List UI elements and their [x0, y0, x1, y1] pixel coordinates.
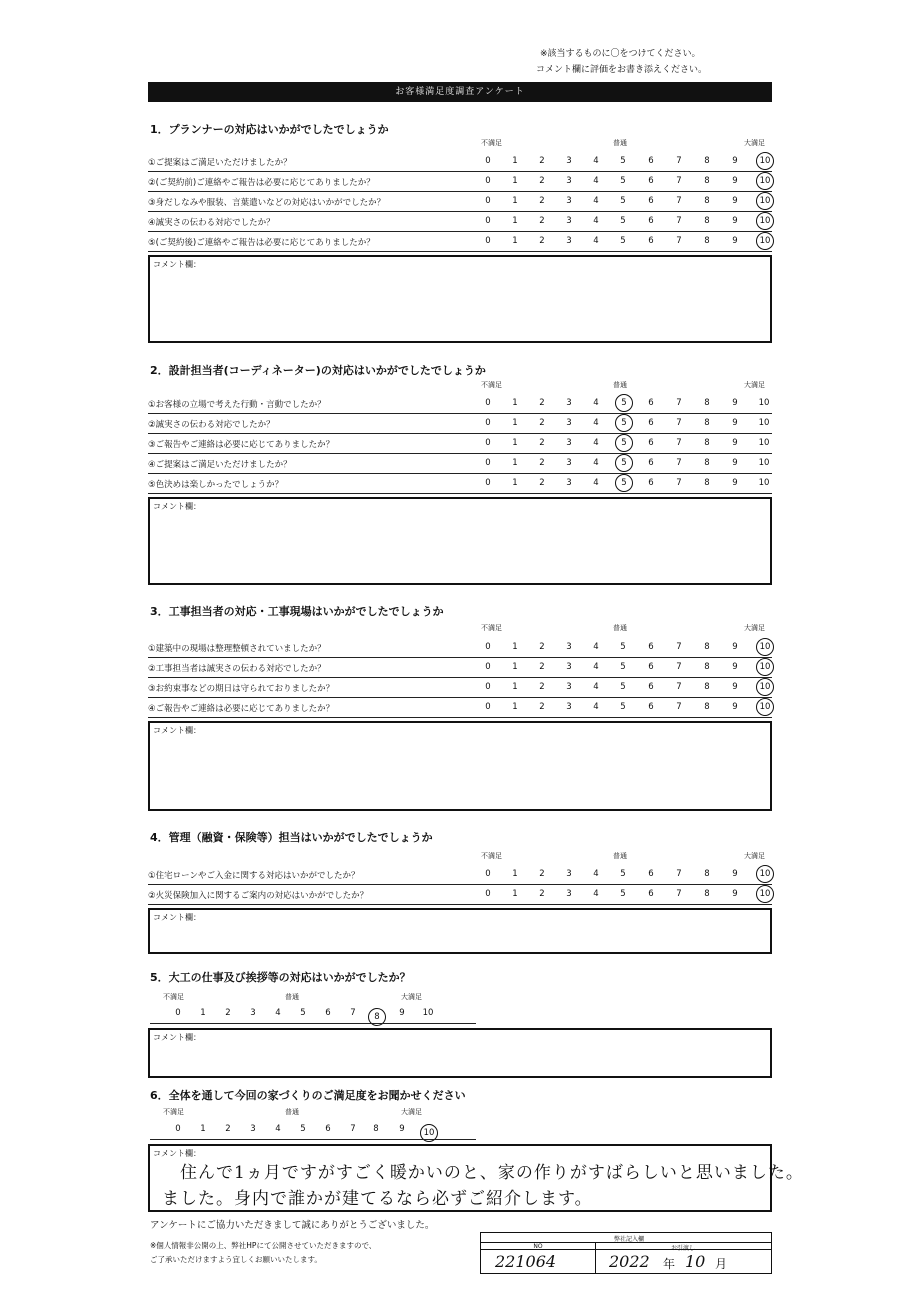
- rating-option[interactable]: 7: [676, 478, 682, 488]
- rating-option[interactable]: 7: [676, 236, 682, 246]
- rating-option[interactable]: 6: [648, 216, 654, 226]
- rating-option[interactable]: 5: [620, 156, 626, 166]
- scale-low-label: 不満足: [481, 624, 502, 632]
- question-row: [148, 433, 772, 454]
- section-6-title: 6．全体を通して今回の家づくりのご満足度をお聞かせください: [150, 1089, 466, 1102]
- rating-option[interactable]: 2: [539, 196, 545, 206]
- rating-option[interactable]: 1: [512, 236, 518, 246]
- question-row: [148, 211, 772, 232]
- rating-option[interactable]: 8: [704, 478, 710, 488]
- rating-option[interactable]: 6: [325, 1124, 331, 1134]
- rating-option-selected[interactable]: 10: [756, 658, 774, 676]
- rating-option[interactable]: 6: [648, 398, 654, 408]
- question-row: [148, 171, 772, 192]
- rating-option[interactable]: 4: [593, 236, 599, 246]
- rating-option[interactable]: 3: [566, 196, 572, 206]
- rating-option[interactable]: 1: [512, 869, 518, 879]
- rating-option[interactable]: 3: [566, 869, 572, 879]
- rating-option[interactable]: 6: [648, 418, 654, 428]
- rating-option[interactable]: 4: [593, 458, 599, 468]
- rating-option[interactable]: 4: [593, 216, 599, 226]
- rating-option[interactable]: 6: [648, 458, 654, 468]
- scale-high-label: 大満足: [744, 852, 765, 860]
- rating-option[interactable]: 4: [593, 889, 599, 899]
- rating-option[interactable]: 3: [250, 1124, 256, 1134]
- rating-option[interactable]: 2: [225, 1008, 231, 1018]
- rating-option[interactable]: 1: [512, 478, 518, 488]
- rating-option[interactable]: 6: [648, 869, 654, 879]
- rating-option[interactable]: 5: [620, 662, 626, 672]
- section-2-title: 2．設計担当者(コーディネーター)の対応はいかがでしたでしょうか: [150, 364, 486, 377]
- rating-option[interactable]: 9: [732, 236, 738, 246]
- question-text: ⑤色決めは楽しかったでしょうか？: [148, 480, 284, 490]
- rating-option[interactable]: 1: [512, 702, 518, 712]
- rating-option[interactable]: 6: [648, 642, 654, 652]
- rating-option[interactable]: 3: [566, 478, 572, 488]
- rating-option[interactable]: 10: [758, 398, 770, 408]
- rating-option[interactable]: 7: [676, 642, 682, 652]
- scale-high-label: 大満足: [744, 139, 765, 147]
- question-text: ②工事担当者は誠実さの伝わる対応でしたか？: [148, 664, 326, 674]
- rating-option[interactable]: 3: [566, 458, 572, 468]
- rating-option[interactable]: 7: [676, 458, 682, 468]
- rating-option[interactable]: 0: [175, 1124, 181, 1134]
- rating-option[interactable]: 8: [704, 398, 710, 408]
- rating-option[interactable]: 8: [704, 438, 710, 448]
- question-text: ②(ご契約前)ご連絡やご報告は必要に応じてありましたか？: [148, 178, 375, 188]
- rating-option[interactable]: 1: [512, 438, 518, 448]
- question-row: [148, 657, 772, 678]
- rating-option[interactable]: 6: [648, 438, 654, 448]
- scale-low-label: 不満足: [481, 852, 502, 860]
- question-text: ①建築中の現場は整理整頓されていましたか？: [148, 644, 326, 654]
- rating-option[interactable]: 7: [350, 1008, 356, 1018]
- rating-option[interactable]: 6: [648, 196, 654, 206]
- rating-option[interactable]: 2: [539, 869, 545, 879]
- rating-option-selected[interactable]: 10: [756, 172, 774, 190]
- rating-option[interactable]: 0: [485, 662, 491, 672]
- section-4-comment-box[interactable]: [148, 908, 772, 954]
- rating-option[interactable]: 2: [539, 418, 545, 428]
- rating-option[interactable]: 7: [676, 869, 682, 879]
- rating-option[interactable]: 2: [539, 889, 545, 899]
- office-use-box: [480, 1232, 772, 1274]
- rating-option[interactable]: 7: [676, 662, 682, 672]
- question-row: [148, 453, 772, 474]
- question-text: ③ご報告やご連絡は必要に応じてありましたか？: [148, 440, 335, 450]
- rating-option[interactable]: 9: [732, 398, 738, 408]
- question-row: [148, 637, 772, 658]
- rating-option-selected[interactable]: 10: [756, 152, 774, 170]
- rating-option[interactable]: 0: [485, 156, 491, 166]
- rating-option[interactable]: 3: [566, 682, 572, 692]
- rating-option[interactable]: 0: [485, 418, 491, 428]
- rating-option[interactable]: 0: [485, 458, 491, 468]
- rating-option[interactable]: 3: [566, 438, 572, 448]
- rating-option[interactable]: 6: [648, 236, 654, 246]
- section-5-comment-box[interactable]: [148, 1028, 772, 1078]
- rating-option[interactable]: 7: [676, 418, 682, 428]
- rating-option[interactable]: 2: [539, 236, 545, 246]
- question-row: [148, 191, 772, 212]
- rating-option[interactable]: 4: [593, 176, 599, 186]
- rating-option-selected[interactable]: 5: [615, 394, 633, 412]
- rating-option[interactable]: 4: [593, 642, 599, 652]
- rating-option[interactable]: 0: [485, 682, 491, 692]
- rating-option[interactable]: 10: [758, 458, 770, 468]
- rating-option[interactable]: 9: [399, 1124, 405, 1134]
- divider: [150, 1139, 476, 1140]
- rating-option[interactable]: 8: [704, 889, 710, 899]
- question-text: ⑤(ご契約後)ご連絡やご報告は必要に応じてありましたか？: [148, 238, 375, 248]
- comment-label: コメント欄：: [153, 1149, 201, 1158]
- section-4-title: 4．管理（融資・保険等）担当はいかがでしたでしょうか: [150, 831, 433, 844]
- rating-option[interactable]: 7: [676, 196, 682, 206]
- rating-option[interactable]: 4: [593, 662, 599, 672]
- handwritten-comment-line-1: 住んで1ヵ月ですがすごく暖かいのと、家の作りがすばらしいと思いました。: [180, 1163, 804, 1183]
- rating-option[interactable]: 3: [566, 418, 572, 428]
- rating-option[interactable]: 3: [566, 889, 572, 899]
- section-6-comment-box[interactable]: [148, 1144, 804, 1212]
- question-row: [148, 393, 772, 414]
- rating-option[interactable]: 3: [566, 156, 572, 166]
- rating-option[interactable]: 2: [225, 1124, 231, 1134]
- rating-option[interactable]: 2: [539, 176, 545, 186]
- rating-option[interactable]: 6: [325, 1008, 331, 1018]
- rating-option[interactable]: 10: [422, 1008, 434, 1018]
- rating-option[interactable]: 2: [539, 478, 545, 488]
- rating-option[interactable]: 0: [485, 869, 491, 879]
- rating-option[interactable]: 4: [593, 398, 599, 408]
- instruction-note-2: コメント欄に評価をお書き添えください。: [536, 65, 708, 75]
- rating-option[interactable]: 9: [732, 642, 738, 652]
- rating-option[interactable]: 0: [485, 216, 491, 226]
- question-row: [148, 231, 772, 252]
- question-text: ②火災保険加入に関するご案内の対応はいかがでしたか？: [148, 891, 369, 901]
- rating-option[interactable]: 4: [593, 682, 599, 692]
- rating-option[interactable]: 4: [593, 869, 599, 879]
- rating-option[interactable]: 9: [732, 889, 738, 899]
- rating-option[interactable]: 8: [704, 642, 710, 652]
- month-unit: 月: [715, 1257, 728, 1271]
- rating-option[interactable]: 9: [732, 702, 738, 712]
- rating-option[interactable]: 8: [373, 1124, 379, 1134]
- scale-low-label: 不満足: [481, 381, 502, 389]
- rating-option[interactable]: 7: [676, 156, 682, 166]
- scale-low-label: 不満足: [163, 993, 184, 1001]
- rating-option[interactable]: 0: [485, 478, 491, 488]
- rating-option[interactable]: 5: [620, 176, 626, 186]
- rating-option[interactable]: 3: [566, 176, 572, 186]
- rating-option[interactable]: 8: [704, 418, 710, 428]
- rating-option[interactable]: 4: [593, 702, 599, 712]
- rating-option-selected[interactable]: 5: [615, 414, 633, 432]
- rating-option[interactable]: 8: [704, 176, 710, 186]
- rating-option[interactable]: 4: [275, 1008, 281, 1018]
- question-text: ①ご提案はご満足いただけましたか？: [148, 158, 292, 168]
- question-text: ③お約束事などの期日は守られておりましたか？: [148, 684, 335, 694]
- question-text: ①お客様の立場で考えた行動・言動でしたか？: [148, 400, 326, 410]
- rating-option[interactable]: 9: [732, 869, 738, 879]
- office-use-label: 弊社記入欄: [613, 1236, 644, 1243]
- comment-label: コメント欄：: [153, 260, 201, 269]
- rating-option[interactable]: 0: [485, 176, 491, 186]
- rating-option[interactable]: 2: [539, 458, 545, 468]
- question-row: [148, 473, 772, 494]
- section-1-comment-box[interactable]: [148, 255, 772, 343]
- rating-option[interactable]: 5: [620, 196, 626, 206]
- rating-option[interactable]: 2: [539, 642, 545, 652]
- rating-option[interactable]: 8: [704, 196, 710, 206]
- rating-option[interactable]: 5: [620, 869, 626, 879]
- rating-option[interactable]: 4: [593, 418, 599, 428]
- scale-mid-label: 普通: [285, 993, 299, 1001]
- rating-option[interactable]: 7: [350, 1124, 356, 1134]
- comment-label: コメント欄：: [153, 1033, 201, 1042]
- thanks-text: アンケートにご協力いただきまして誠にありがとうございました。: [150, 1220, 435, 1231]
- rating-option[interactable]: 1: [512, 216, 518, 226]
- rating-option[interactable]: 9: [732, 682, 738, 692]
- rating-option[interactable]: 5: [620, 682, 626, 692]
- rating-option[interactable]: 2: [539, 702, 545, 712]
- rating-option[interactable]: 0: [485, 642, 491, 652]
- rating-option[interactable]: 7: [676, 398, 682, 408]
- rating-option[interactable]: 1: [512, 176, 518, 186]
- question-text: ④ご提案はご満足いただけましたか？: [148, 460, 292, 470]
- rating-option[interactable]: 9: [732, 418, 738, 428]
- rating-option-selected[interactable]: 10: [756, 698, 774, 716]
- rating-option[interactable]: 2: [539, 216, 545, 226]
- privacy-note-2: ご了承いただけますよう宜しくお願いいたします。: [150, 1255, 322, 1264]
- rating-option[interactable]: 4: [275, 1124, 281, 1134]
- rating-option[interactable]: 3: [566, 662, 572, 672]
- section-2-comment-box[interactable]: [148, 497, 772, 585]
- handwritten-no-value: 221064: [495, 1252, 557, 1271]
- comment-label: コメント欄：: [153, 502, 201, 511]
- question-text: ①住宅ローンやご入金に関する対応はいかがでしたか？: [148, 871, 360, 881]
- rating-option[interactable]: 5: [620, 889, 626, 899]
- rating-option-selected[interactable]: 10: [756, 212, 774, 230]
- rating-option[interactable]: 8: [704, 236, 710, 246]
- comment-label: コメント欄：: [153, 726, 201, 735]
- rating-option[interactable]: 7: [676, 682, 682, 692]
- rating-option[interactable]: 6: [648, 662, 654, 672]
- handwritten-month: 10: [685, 1252, 706, 1271]
- rating-option[interactable]: 1: [512, 458, 518, 468]
- rating-option[interactable]: 5: [620, 216, 626, 226]
- handover-label: お引渡し: [670, 1245, 695, 1252]
- scale-mid-label: 普通: [613, 381, 627, 389]
- rating-option[interactable]: 10: [758, 418, 770, 428]
- rating-option[interactable]: 9: [732, 662, 738, 672]
- rating-option[interactable]: 3: [566, 216, 572, 226]
- rating-option[interactable]: 5: [300, 1124, 306, 1134]
- rating-option[interactable]: 9: [732, 458, 738, 468]
- rating-option[interactable]: 3: [566, 702, 572, 712]
- rating-option[interactable]: 6: [648, 478, 654, 488]
- scale-mid-label: 普通: [613, 852, 627, 860]
- rating-option[interactable]: 1: [512, 889, 518, 899]
- rating-option[interactable]: 9: [732, 478, 738, 488]
- rating-option[interactable]: 8: [704, 869, 710, 879]
- rating-option[interactable]: 8: [704, 216, 710, 226]
- rating-option-selected[interactable]: 5: [615, 474, 633, 492]
- rating-option[interactable]: 3: [250, 1008, 256, 1018]
- rating-option[interactable]: 7: [676, 216, 682, 226]
- section-1-title: 1．プランナーの対応はいかがでしたでしょうか: [150, 123, 389, 136]
- scale-high-label: 大満足: [401, 993, 422, 1001]
- rating-option[interactable]: 3: [566, 642, 572, 652]
- rating-option[interactable]: 0: [485, 236, 491, 246]
- rating-option[interactable]: 8: [704, 458, 710, 468]
- question-text: ②誠実さの伝わる対応でしたか？: [148, 420, 275, 430]
- rating-option[interactable]: 3: [566, 398, 572, 408]
- section-3-comment-box[interactable]: [148, 721, 772, 811]
- rating-option[interactable]: 1: [200, 1008, 206, 1018]
- rating-option-selected[interactable]: 5: [615, 434, 633, 452]
- rating-option[interactable]: 5: [620, 702, 626, 712]
- rating-option[interactable]: 8: [704, 662, 710, 672]
- year-unit: 年: [663, 1257, 676, 1271]
- scale-low-label: 不満足: [481, 139, 502, 147]
- privacy-note-1: ※個人情報非公開の上、弊社HPにて公開させていただきますので、: [150, 1241, 377, 1250]
- rating-option[interactable]: 9: [732, 156, 738, 166]
- divider: [150, 1023, 476, 1024]
- rating-option[interactable]: 6: [648, 156, 654, 166]
- rating-option[interactable]: 1: [512, 196, 518, 206]
- scale-mid-label: 普通: [613, 139, 627, 147]
- scale-high-label: 大満足: [744, 624, 765, 632]
- rating-option-selected[interactable]: 10: [756, 865, 774, 883]
- scale-mid-label: 普通: [613, 624, 627, 632]
- section-5-title: 5．大工の仕事及び挨拶等の対応はいかがでしたか？: [150, 971, 411, 984]
- rating-option[interactable]: 8: [704, 702, 710, 712]
- rating-option[interactable]: 6: [648, 702, 654, 712]
- rating-option[interactable]: 0: [485, 398, 491, 408]
- question-text: ④誠実さの伝わる対応でしたか？: [148, 218, 275, 228]
- rating-option[interactable]: 9: [732, 196, 738, 206]
- survey-title: お客様満足度調査アンケート: [148, 82, 772, 102]
- rating-option-selected[interactable]: 10: [756, 638, 774, 656]
- rating-option[interactable]: 8: [704, 156, 710, 166]
- rating-option-selected[interactable]: 10: [420, 1124, 438, 1142]
- rating-option[interactable]: 9: [399, 1008, 405, 1018]
- rating-option[interactable]: 2: [539, 438, 545, 448]
- rating-option[interactable]: 1: [512, 682, 518, 692]
- rating-option[interactable]: 9: [732, 438, 738, 448]
- instruction-note-1: ※該当するものに〇をつけてください。: [540, 49, 701, 59]
- rating-option[interactable]: 9: [732, 176, 738, 186]
- rating-option[interactable]: 0: [175, 1008, 181, 1018]
- rating-option[interactable]: 6: [648, 682, 654, 692]
- rating-option[interactable]: 7: [676, 702, 682, 712]
- rating-option[interactable]: 0: [485, 889, 491, 899]
- comment-label: コメント欄：: [153, 913, 201, 922]
- rating-option[interactable]: 1: [512, 156, 518, 166]
- rating-option-selected[interactable]: 10: [756, 678, 774, 696]
- scale-high-label: 大満足: [401, 1108, 422, 1116]
- rating-option[interactable]: 6: [648, 889, 654, 899]
- scale-low-label: 不満足: [163, 1108, 184, 1116]
- rating-option[interactable]: 1: [512, 642, 518, 652]
- rating-option[interactable]: 1: [512, 418, 518, 428]
- no-label: NO: [533, 1243, 543, 1250]
- rating-option[interactable]: 1: [512, 398, 518, 408]
- rating-option[interactable]: 4: [593, 478, 599, 488]
- rating-option[interactable]: 9: [732, 216, 738, 226]
- rating-option[interactable]: 5: [300, 1008, 306, 1018]
- question-row: [148, 413, 772, 434]
- rating-option[interactable]: 6: [648, 176, 654, 186]
- rating-option[interactable]: 4: [593, 156, 599, 166]
- question-row: [148, 151, 772, 172]
- rating-option[interactable]: 2: [539, 662, 545, 672]
- rating-option[interactable]: 3: [566, 236, 572, 246]
- rating-option-selected[interactable]: 10: [756, 232, 774, 250]
- section-3-title: 3．工事担当者の対応・工事現場はいかがでしたでしょうか: [150, 605, 444, 618]
- rating-option-selected[interactable]: 8: [368, 1008, 386, 1026]
- question-row: [148, 884, 772, 905]
- rating-option-selected[interactable]: 10: [756, 885, 774, 903]
- rating-option[interactable]: 1: [512, 662, 518, 672]
- question-row: [148, 864, 772, 885]
- handwritten-year: 2022: [609, 1252, 650, 1271]
- question-row: [148, 697, 772, 718]
- rating-option-selected[interactable]: 10: [756, 192, 774, 210]
- rating-option[interactable]: 0: [485, 438, 491, 448]
- rating-option[interactable]: 10: [758, 478, 770, 488]
- handwritten-comment-line-2: ました。身内で誰かが建てるなら必ずご紹介します。: [162, 1189, 593, 1209]
- question-text: ③身だしなみや服装、言葉遣いなどの対応はいかがでしたか？: [148, 198, 386, 208]
- rating-option[interactable]: 2: [539, 682, 545, 692]
- rating-option[interactable]: 7: [676, 176, 682, 186]
- rating-option[interactable]: 8: [704, 682, 710, 692]
- rating-option[interactable]: 2: [539, 156, 545, 166]
- question-row: [148, 677, 772, 698]
- rating-option[interactable]: 2: [539, 398, 545, 408]
- rating-option[interactable]: 5: [620, 642, 626, 652]
- rating-option[interactable]: 4: [593, 196, 599, 206]
- rating-option[interactable]: 0: [485, 196, 491, 206]
- scale-high-label: 大満足: [744, 381, 765, 389]
- rating-option[interactable]: 7: [676, 889, 682, 899]
- rating-option[interactable]: 4: [593, 438, 599, 448]
- rating-option[interactable]: 10: [758, 438, 770, 448]
- rating-option[interactable]: 1: [200, 1124, 206, 1134]
- rating-option-selected[interactable]: 5: [615, 454, 633, 472]
- rating-option[interactable]: 0: [485, 702, 491, 712]
- rating-option[interactable]: 5: [620, 236, 626, 246]
- rating-option[interactable]: 7: [676, 438, 682, 448]
- question-text: ④ご報告やご連絡は必要に応じてありましたか？: [148, 704, 335, 714]
- scale-mid-label: 普通: [285, 1108, 299, 1116]
